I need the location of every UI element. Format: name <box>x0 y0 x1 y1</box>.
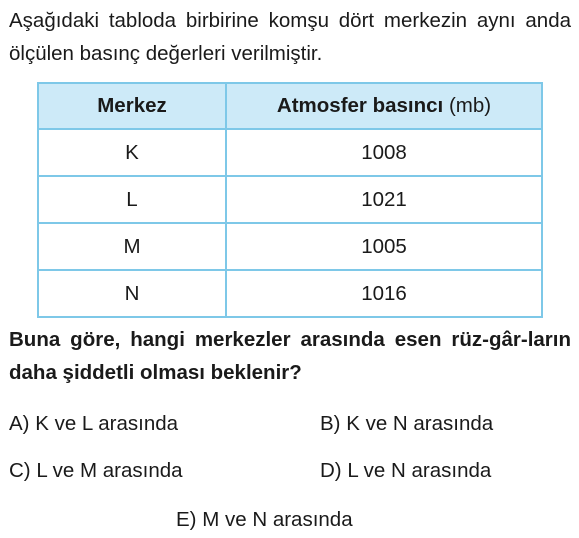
option-d[interactable]: D) L ve N arasında <box>320 459 492 482</box>
pressure-table-container <box>37 82 541 311</box>
option-e[interactable]: E) M ve N arasında <box>176 508 353 531</box>
row-center: L <box>38 176 226 223</box>
table-header-row <box>38 83 542 129</box>
row-pressure: 1008 <box>226 129 542 176</box>
option-b[interactable]: B) K ve N arasında <box>320 412 494 435</box>
table-row <box>38 129 542 176</box>
pressure-table <box>37 82 543 318</box>
option-c[interactable]: C) L ve M arasında <box>9 459 183 482</box>
row-pressure: 1005 <box>226 223 542 270</box>
row-center: M <box>38 223 226 270</box>
row-center: K <box>38 129 226 176</box>
table-row <box>38 176 542 223</box>
row-pressure: 1021 <box>226 176 542 223</box>
row-pressure: 1016 <box>226 270 542 317</box>
header-center: Merkez <box>38 83 226 129</box>
header-pressure <box>226 83 542 129</box>
header-pressure-unit: (mb) <box>448 94 492 117</box>
table-row <box>38 270 542 317</box>
table-row <box>38 223 542 270</box>
row-center: N <box>38 270 226 317</box>
header-pressure-label: Atmosfer basıncı <box>276 94 444 117</box>
intro-text: Aşağıdaki tabloda birbirine komşu dört merkezin aynı anda ölçülen basınç değerleri verilmiştir. <box>9 9 571 65</box>
question-text: Buna göre, hangi merkezler arasında esen rüz-gâr-ların daha şiddetli olması beklenir? <box>9 328 571 384</box>
option-a[interactable]: A) K ve L arasında <box>9 412 179 435</box>
